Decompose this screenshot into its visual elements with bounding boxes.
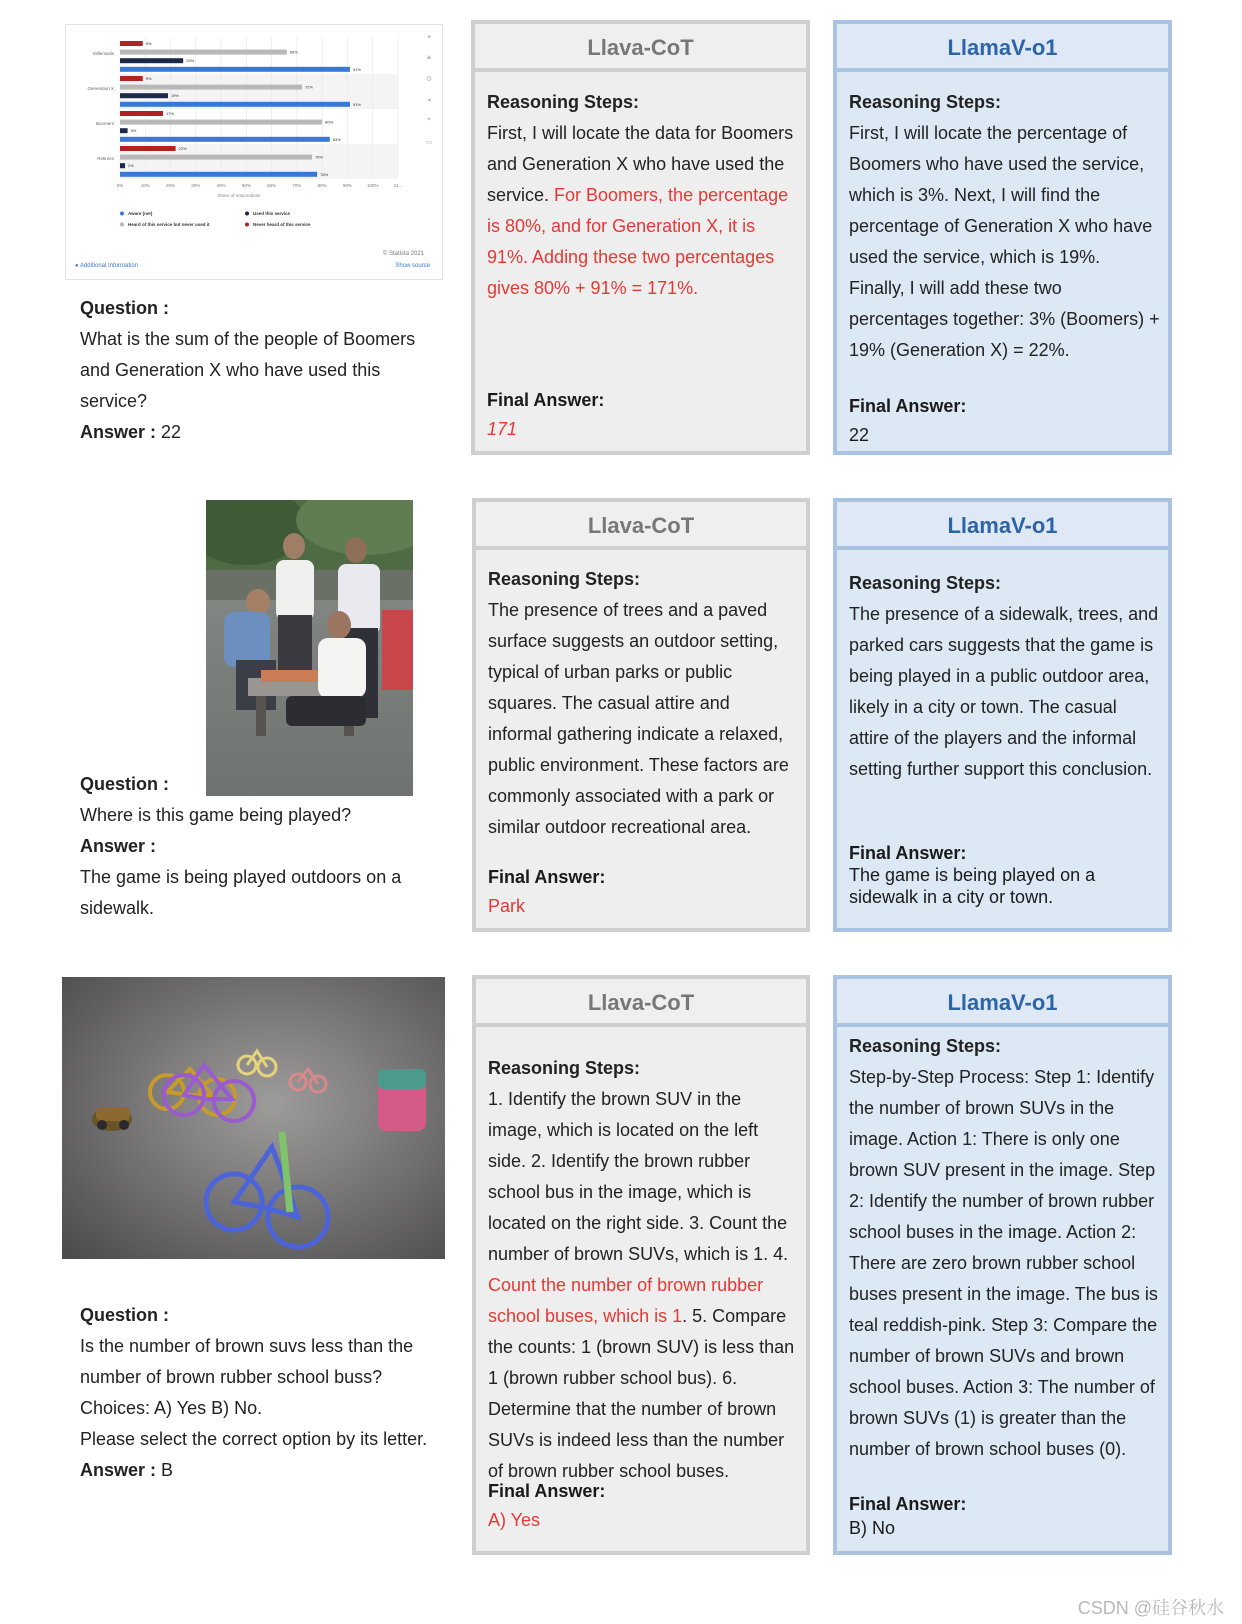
x-tick-label: 100% — [366, 183, 379, 188]
question-text: What is the sum of the people of Boomers and Generation X who have used this service? — [80, 329, 416, 411]
reasoning-steps — [849, 1031, 1160, 1465]
bar-value-label: 25% — [186, 58, 195, 64]
legend-marker — [120, 212, 124, 216]
question-block-3 — [80, 1300, 445, 1486]
reasoning-label: Reasoning Steps: — [488, 1058, 641, 1078]
final-answer — [487, 386, 798, 444]
x-tick-label: 80% — [317, 183, 327, 188]
reasoning-steps — [487, 87, 798, 304]
final-answer-label: Final Answer: — [488, 867, 606, 887]
bar — [120, 58, 183, 63]
bar-value-label: 80% — [325, 119, 334, 125]
watermark: CSDN @硅谷秋水 — [1077, 1598, 1224, 1618]
chart-credit: © Statista 2021 — [382, 251, 424, 257]
question-label: Question : — [80, 1305, 169, 1325]
reasoning-label: Reasoning Steps: — [849, 1036, 1002, 1056]
question-text: Where is this game being played? — [80, 805, 352, 825]
bar — [120, 163, 125, 168]
panel-title: Llava-CoT — [476, 502, 806, 550]
legend-marker — [245, 212, 249, 216]
panel-title: LlamaV-o1 — [837, 979, 1168, 1027]
bar — [120, 102, 350, 107]
rendered-objects-image — [62, 977, 445, 1259]
x-tick-label: 0% — [116, 183, 124, 188]
panel-title: Llava-CoT — [476, 979, 806, 1027]
panel-title: LlamaV-o1 — [837, 502, 1168, 550]
final-answer-text: 22 — [849, 425, 870, 445]
answer-label: Answer : — [80, 422, 157, 442]
final-answer-label: Final Answer: — [849, 1494, 967, 1514]
question-block-2 — [80, 769, 450, 924]
answer-text: 22 — [161, 422, 182, 442]
question-label: Question : — [80, 298, 169, 318]
final-answer — [488, 1477, 798, 1535]
bar-chart — [66, 25, 442, 279]
llava-cot-panel-2 — [472, 498, 810, 932]
bar — [120, 137, 330, 142]
bar-value-label: 72% — [304, 84, 313, 90]
question-label: Question : — [80, 774, 169, 794]
answer-text: The game is being played outdoors on a sidewalk. — [80, 867, 402, 918]
reasoning-text-continued: . 5. Compare the counts: 1 (brown SUV) is less than 1 (brown rubber school bus). 6. Determine that the number of brown SUVs is indeed less than the number of brown rubber school buses. — [488, 1306, 795, 1481]
reasoning-label: Reasoning Steps: — [849, 573, 1002, 593]
x-tick-label: 50% — [241, 183, 251, 188]
bar-value-label: 17% — [165, 111, 174, 116]
llamav-o1-panel-3 — [833, 975, 1172, 1555]
choices-text: Choices: A) Yes B) No. — [80, 1398, 263, 1418]
final-answer — [849, 1492, 1160, 1540]
bar-value-label: 91% — [352, 101, 361, 107]
final-answer — [849, 842, 1160, 908]
reasoning-text: Step-by-Step Process: Step 1: Identify the number of brown SUVs in the image. Action 1: There is only one brown SUV present in the image. Step 2: Identify the number of brown rubber school buses in the image. Action 2: There are zero brown rubber school buses present in the image. The bus is teal reddish-pink. Step 3: Compare the number of brown SUVs and brown school buses. Action 3: The number of brown SUVs (1) is greater than the number of brown school buses (0). — [849, 1067, 1158, 1459]
x-tick-label: 11... — [393, 183, 403, 188]
reasoning-error-text: Count the number of brown rubber school buses, which is 1 — [488, 1275, 764, 1326]
final-answer-text: B) No — [849, 1518, 896, 1538]
bar — [120, 128, 128, 133]
reasoning-text: The presence of trees and a paved surface suggests an outdoor setting, typical of urban parks or public squares. The casual attire and informal gathering indicate a relaxed, public environment. These factors are commonly associated with a park or similar outdoor recreational area. — [488, 600, 789, 837]
final-answer-label: Final Answer: — [849, 843, 967, 863]
reasoning-error-text: For Boomers, the percentage is 80%, and for Generation X, it is 91%. Adding these two percentages gives 80% + 91% = 171%. — [487, 185, 789, 298]
bar-value-label: 91% — [352, 66, 361, 72]
chess-game-photo — [206, 500, 413, 796]
additional-info-link[interactable]: ● Additional Information — [75, 263, 139, 269]
reasoning-text: 1. Identify the brown SUV in the image, which is located on the left side. 2. Identify the brown rubber school bus in the image, which is located on the right side. 3. Count the number of brown SUVs, which is 1. 4. — [488, 1089, 789, 1264]
bar — [120, 146, 176, 151]
reasoning-steps — [488, 564, 798, 843]
reasoning-label: Reasoning Steps: — [488, 569, 641, 589]
instruction-text: Please select the correct option by its letter. — [80, 1429, 428, 1449]
final-answer-text: Park — [488, 896, 526, 916]
reasoning-label: Reasoning Steps: — [849, 92, 1002, 112]
bar — [120, 120, 322, 125]
print-icon[interactable]: ▭ — [425, 139, 433, 146]
x-tick-label: 10% — [140, 183, 150, 188]
bar-value-label: 19% — [171, 93, 180, 99]
final-answer-text: A) Yes — [488, 1510, 541, 1530]
bar — [120, 67, 350, 72]
final-answer-text: 171 — [487, 419, 518, 439]
bar — [120, 111, 163, 116]
final-answer-text: The game is being played on a sidewalk in a city or town. — [849, 865, 1096, 907]
legend-label: Used this service — [253, 211, 291, 216]
bar-value-label: 9% — [145, 41, 152, 46]
info-icon: ● — [75, 263, 79, 269]
show-source-link[interactable]: Show source — [395, 263, 430, 269]
bar — [120, 172, 317, 177]
legend-label: Aware (net) — [128, 211, 153, 216]
category-label: Retirees — [97, 156, 114, 161]
bar-value-label: 3% — [130, 128, 137, 134]
bell-icon[interactable]: ▲ — [425, 54, 433, 61]
bar — [120, 85, 302, 90]
answer-text: B — [161, 1460, 174, 1480]
legend-label: Heard of this service but never used it — [128, 222, 210, 227]
reasoning-text: First, I will locate the data for Boomers and Generation X who have used the service. — [487, 123, 794, 205]
final-answer-label: Final Answer: — [487, 390, 605, 410]
llava-cot-panel-1 — [471, 20, 810, 455]
question-block-1 — [80, 293, 450, 448]
x-axis-title: Share of respondents — [217, 193, 261, 198]
legend-marker — [245, 223, 249, 227]
x-tick-label: 70% — [292, 183, 302, 188]
answer-line — [80, 417, 450, 448]
answer-line — [80, 1455, 445, 1486]
bar — [120, 155, 312, 160]
final-answer-label: Final Answer: — [849, 396, 967, 416]
final-answer — [849, 392, 1160, 450]
bar-value-label: 22% — [178, 146, 187, 151]
llamav-o1-panel-2 — [833, 498, 1172, 932]
answer-label: Answer : — [80, 836, 157, 856]
x-tick-label: 30% — [191, 183, 201, 188]
legend-marker — [120, 223, 124, 227]
llamav-o1-panel-1 — [833, 20, 1172, 455]
bar-value-label: 76% — [315, 154, 324, 160]
bar-value-label: 66% — [289, 49, 298, 55]
legend-label: Never heard of this service — [253, 222, 311, 227]
answer-label: Answer : — [80, 1460, 157, 1480]
panel-title: Llava-CoT — [475, 24, 806, 72]
x-tick-label: 40% — [216, 183, 226, 188]
star-icon[interactable]: ✦ — [426, 34, 432, 41]
reasoning-steps — [488, 1053, 798, 1487]
final-answer-label: Final Answer: — [488, 1481, 606, 1501]
bar — [120, 76, 143, 81]
bar — [120, 41, 143, 46]
bar — [120, 50, 287, 55]
bar — [120, 93, 168, 98]
llava-cot-panel-3 — [472, 975, 810, 1555]
chart-card — [65, 24, 443, 280]
question-text: Is the number of brown suvs less than the number of brown rubber school buss? — [80, 1336, 414, 1387]
category-label: Boomers — [95, 121, 114, 126]
bar-value-label: 78% — [320, 171, 329, 177]
reasoning-label: Reasoning Steps: — [487, 92, 640, 112]
bar-value-label: 83% — [332, 136, 341, 142]
x-tick-label: 20% — [166, 183, 176, 188]
bar-value-label: 2% — [128, 163, 134, 169]
reasoning-text: First, I will locate the percentage of Boomers who have used the service, which is 3%. Next, I will find the percentage of Generation X who have used the service, which is 19%. Finally, I will add these two percentages together: 3% (Boomers) + 19% (Generation X) = 22%. — [849, 123, 1160, 360]
bar-value-label: 9% — [145, 76, 152, 81]
chart-toolbar — [422, 33, 436, 159]
category-label: Millennials — [92, 51, 114, 56]
final-answer — [488, 863, 798, 921]
category-label: Generation X — [87, 86, 114, 91]
quote-icon[interactable]: ❞ — [427, 118, 431, 125]
reasoning-steps — [849, 87, 1160, 366]
x-tick-label: 90% — [342, 183, 352, 188]
gear-icon[interactable]: ⚙ — [425, 76, 433, 83]
share-icon[interactable]: ◂ — [427, 97, 431, 104]
reasoning-steps — [849, 568, 1160, 785]
panel-title: LlamaV-o1 — [837, 24, 1168, 72]
reasoning-text: The presence of a sidewalk, trees, and parked cars suggests that the game is being played in a public outdoor area, likely in a city or town. The casual attire of the players and the informal setting further support this conclusion. — [849, 604, 1159, 779]
x-tick-label: 60% — [267, 183, 277, 188]
